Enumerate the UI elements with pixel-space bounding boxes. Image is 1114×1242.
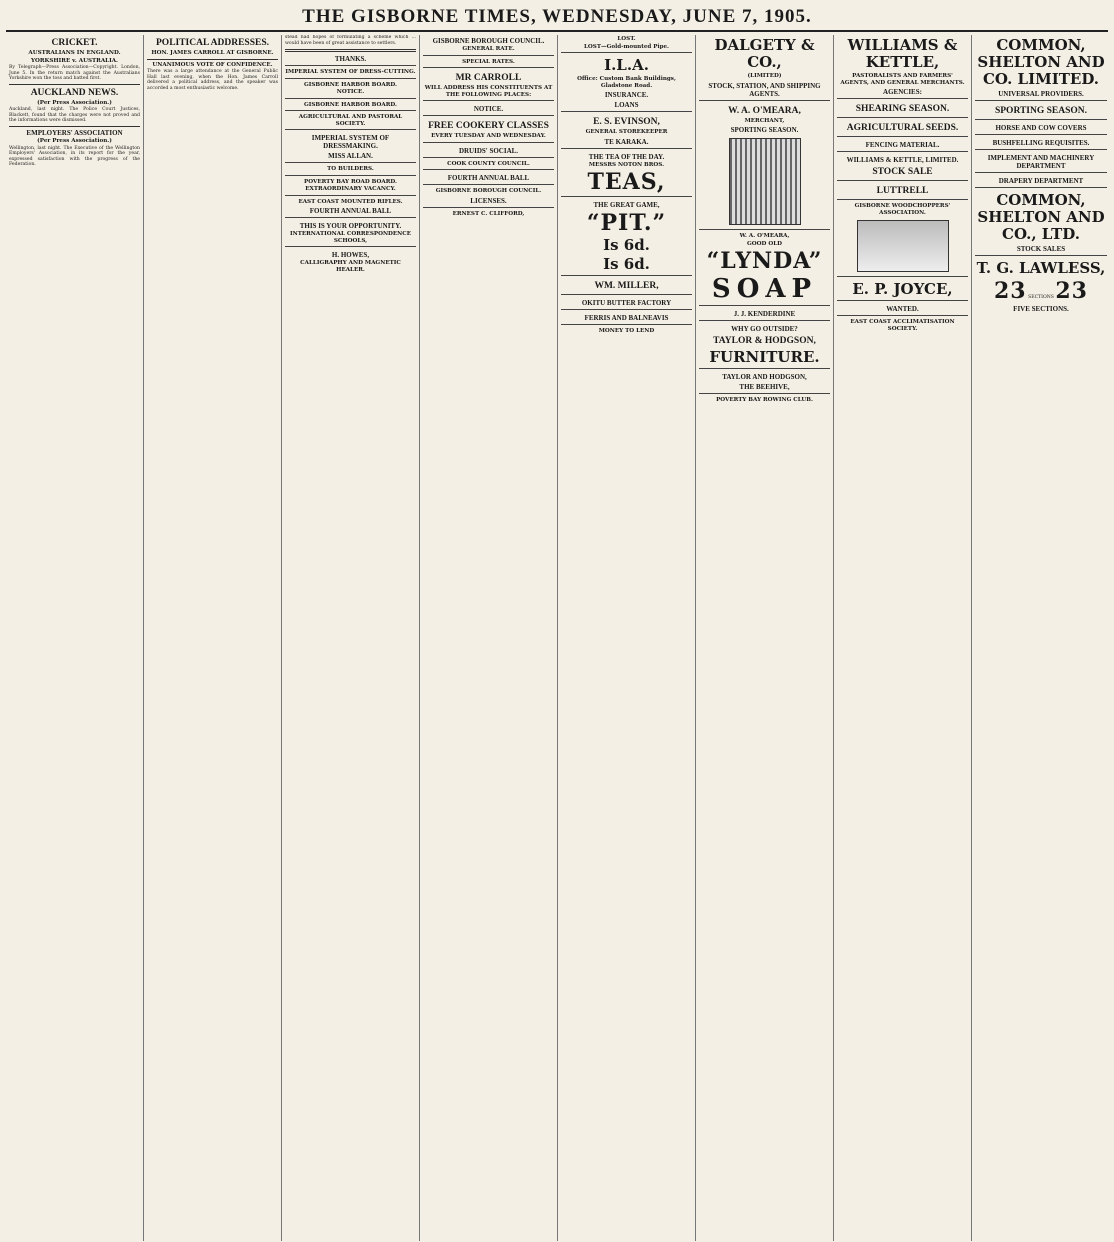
ad-block [423, 67, 554, 98]
house-illustration [857, 220, 949, 272]
ad-heading: T. G. LAWLESS, [976, 259, 1106, 277]
ad-heading: GISBORNE WOODCHOPPERS' ASSOCIATION. [854, 203, 951, 216]
ad-subheading: WILL ADDRESS HIS CONSTITUENTS AT THE FOLLOWING PLACES: [424, 85, 553, 98]
ad-subheading: GOOD OLD [747, 240, 782, 247]
ad-subheading: SPORTING SEASON. [730, 126, 799, 134]
ad-heading: LUTTRELL [876, 186, 929, 196]
ad-heading: ERNEST C. CLIFFORD, [452, 210, 525, 217]
ad-heading: LOST—Gold-mounted Pipe. [583, 43, 669, 50]
ad-display-text: FURNITURE. [709, 348, 820, 366]
ad-block [423, 207, 554, 218]
ad-block [837, 300, 968, 313]
section-subheading: YORKSHIRE v. AUSTRALIA. [30, 57, 118, 64]
ad-heading: EAST COAST ACCLIMATISATION SOCIETY. [850, 319, 955, 332]
column-2 [144, 35, 282, 1241]
ad-subheading: UNIVERSAL PROVIDERS. [998, 90, 1084, 98]
ad-heading: THIS IS YOUR OPPORTUNITY. [299, 222, 402, 231]
ad-block [837, 136, 968, 149]
ad-subheading: THE BEEHIVE, [739, 383, 790, 391]
ad-heading: TO BUILDERS. [327, 166, 374, 173]
ad-heading: MR CARROLL [455, 73, 522, 83]
ad-heading: W. A. O'MEARA, [728, 105, 801, 116]
ad-block [837, 180, 968, 197]
ad-block [975, 134, 1107, 147]
ad-heading: OKITU BUTTER FACTORY [581, 299, 672, 307]
article-text: Wellington, last night. The Executive of the Wellington Employers' Association, in its report for the year, expressed satisfaction with the progress of the Federation. [9, 145, 140, 168]
columns [6, 35, 1108, 1241]
column-3 [282, 35, 420, 1241]
divider [9, 126, 140, 127]
ad-heading: IMPLEMENT AND MACHINERY DEPARTMENT [987, 154, 1095, 170]
ad-subheading: CALLIGRAPHY AND MAGNETIC HEALER. [300, 260, 401, 273]
ad-block [285, 129, 416, 160]
ad-block [699, 320, 830, 366]
ad-subheading: GENERAL RATE. [462, 46, 515, 52]
column-8 [972, 35, 1110, 1241]
ad-block [975, 149, 1107, 170]
ad-heading: GISBORNE HARBOR BOARD. [304, 101, 397, 108]
ad-block [837, 117, 968, 134]
section-heading: AUCKLAND NEWS. [30, 87, 119, 98]
ad-heading: WILLIAMS & KETTLE, [847, 36, 958, 71]
ad-block [561, 148, 692, 195]
ad-block [837, 98, 968, 115]
ad-subheading: EXTRAORDINARY VACANCY. [305, 186, 396, 193]
ad-subheading: INTERNATIONAL CORRESPONDENCE SCHOOLS, [290, 231, 411, 244]
ad-display-text: SOAP [711, 274, 818, 304]
ad-subheading: PASTORALISTS AND FARMERS' AGENTS, AND GENERAL MERCHANTS. [840, 73, 965, 86]
ad-block [423, 115, 554, 140]
ad-heading: I.L.A. [604, 56, 649, 74]
masthead [6, 4, 1108, 32]
ad-heading: E. P. JOYCE, [852, 280, 953, 298]
divider [285, 49, 416, 52]
ad-heading: DRUIDS' SOCIAL. [458, 146, 519, 155]
ad-heading: GISBORNE HARBOR BOARD. [304, 81, 397, 88]
ad-heading: IMPERIAL SYSTEM OF DRESS-CUTTING. [285, 69, 416, 76]
ad-heading: NOTICE. [473, 105, 504, 113]
ad-subheading: EVERY TUESDAY AND WEDNESDAY. [431, 133, 546, 139]
ad-heading: THE TEA OF THE DAY. [588, 152, 665, 161]
ad-block [975, 172, 1107, 185]
ad-block [285, 162, 416, 173]
article-text: There was a large attendance at the General Public Hall last evening, when the Hon. James Carroll delivered a political address, and the speaker was accorded a most enthusiastic welcome. [147, 69, 278, 91]
ad-heading: FOURTH ANNUAL BALL [447, 174, 530, 182]
ad-heading: WANTED. [886, 305, 919, 313]
ad-subheading: TE KARAKA. [604, 137, 649, 146]
ad-block [561, 309, 692, 322]
ad-heading: TAYLOR AND HODGSON, [722, 373, 807, 381]
ad-block [561, 324, 692, 335]
ad-heading: POVERTY BAY ROWING CLUB. [716, 397, 813, 403]
column-5 [558, 35, 696, 1241]
section-subheading: (Per Press Association.) [37, 99, 112, 106]
masthead-title: THE GISBORNE TIMES, WEDNESDAY, JUNE 7, 1905. [302, 6, 812, 27]
ad-heading: COMMON, SHELTON AND CO. LIMITED. [977, 36, 1105, 88]
section-heading: POLITICAL ADDRESSES. [156, 38, 269, 48]
ad-heading: SPORTING SEASON. [994, 106, 1088, 116]
ad-heading: FERRIS AND BALNEAVIS [584, 314, 669, 322]
ad-block [699, 393, 830, 404]
ad-heading: BUSHFELLING REQUISITES. [992, 139, 1090, 147]
ad-heading: MONEY TO LEND [598, 328, 655, 334]
column-7 [834, 35, 972, 1241]
ad-block [975, 255, 1107, 313]
ad-block [423, 169, 554, 182]
ad-subheading: NOTICE. [336, 89, 365, 96]
ad-heading: THANKS. [334, 55, 367, 64]
ad-heading: AGRICULTURAL AND PASTORAL SOCIETY. [298, 114, 403, 127]
ad-heading: E. S. EVINSON, [593, 117, 660, 127]
section-subheading: AUSTRALIANS IN ENGLAND. [28, 50, 121, 56]
ad-block [285, 65, 416, 76]
ad-heading: FREE COOKERY CLASSES [428, 121, 549, 131]
ad-block [285, 217, 416, 244]
ad-block [837, 151, 968, 178]
ad-subheading: (LIMITED) [747, 73, 782, 79]
ad-subheading: STOCK, STATION, AND SHIPPING AGENTS. [708, 81, 821, 98]
ad-display-text: TEAS, [587, 169, 666, 195]
ad-heading: W. A. O'MEARA, [739, 233, 790, 239]
article-text: stead had hopes of formulating a scheme which ... would have been of great assistance to settlers. [285, 35, 416, 46]
ad-heading: GISBORNE BOROUGH COUNCIL. [432, 37, 545, 45]
ad-block [423, 157, 554, 168]
ad-block [561, 294, 692, 307]
ad-block [975, 187, 1107, 253]
ad-heading: IMPERIAL SYSTEM OF DRESSMAKING. [311, 134, 390, 151]
ad-subheading: MISS ALLAN. [328, 152, 373, 161]
ad-heading: WM. MILLER, [594, 281, 659, 291]
ad-block [285, 175, 416, 193]
ad-block [285, 110, 416, 127]
ad-display-text: “LYNDA” [706, 248, 823, 274]
column-4 [420, 35, 558, 1241]
section-subheading: UNANIMOUS VOTE OF CONFIDENCE. [152, 61, 273, 68]
ad-heading: POVERTY BAY ROAD BOARD. [304, 178, 397, 185]
ad-heading: DRAPERY DEPARTMENT [998, 177, 1084, 185]
sections-row [975, 279, 1107, 303]
ad-heading: SPECIAL RATES. [462, 58, 515, 65]
ad-subheading: MERCHANT, [744, 117, 785, 124]
ad-heading: AGRICULTURAL SEEDS. [846, 123, 959, 133]
ad-heading: LOST. [617, 36, 636, 42]
divider [9, 84, 140, 85]
column-1 [6, 35, 144, 1241]
ad-heading: THE GREAT GAME, [593, 201, 660, 209]
ad-block [699, 229, 830, 303]
ad-heading: EAST COAST MOUNTED RIFLES. [298, 198, 403, 205]
ad-heading: WHY GO OUTSIDE? [731, 325, 798, 333]
ad-heading: FENCING MATERIAL. [865, 141, 940, 149]
section-subheading: (Per Press Association.) [37, 138, 112, 145]
article-text: By Telegraph—Press Association—Copyright. London, June 5. In the return match against the Australians Yorkshire won the toss and batted first. [9, 65, 140, 82]
ad-block [423, 142, 554, 155]
section-heading: CRICKET. [51, 38, 98, 48]
ad-block [975, 100, 1107, 117]
ad-block [423, 184, 554, 205]
ad-block [285, 78, 416, 96]
ad-heading: HORSE AND COW COVERS [995, 124, 1087, 132]
section-heading: EMPLOYERS' ASSOCIATION [26, 129, 123, 138]
sections-label: SECTIONS [1028, 295, 1054, 300]
ad-subheading: FIVE SECTIONS. [1013, 305, 1069, 313]
ad-subheading: Office: Custom Bank Buildings, Gladstone Road. [577, 76, 676, 89]
column-6 [696, 35, 834, 1241]
ad-block [699, 368, 830, 391]
ad-block [285, 246, 416, 273]
ad-price: Is 6d. [603, 236, 650, 254]
ad-heading: COOK COUNTY COUNCIL. [447, 160, 530, 167]
ad-block [561, 196, 692, 273]
ad-block [975, 119, 1107, 132]
ad-subheading: GENERAL STOREKEEPER [585, 129, 668, 135]
ad-block [423, 55, 554, 66]
ad-block [561, 111, 692, 146]
ad-block [699, 305, 830, 318]
sections-count: 23 [1055, 278, 1088, 304]
ad-block [561, 52, 692, 109]
ad-subheading: STOCK SALE [872, 167, 933, 177]
ad-subheading: LICENSES. [470, 196, 507, 205]
ad-heading: GISBORNE BOROUGH COUNCIL. [435, 188, 542, 194]
ad-heading: COMMON, SHELTON AND CO., LTD. [977, 191, 1105, 243]
ad-block [285, 195, 416, 216]
sections-count: 23 [993, 278, 1027, 304]
ad-block [837, 199, 968, 272]
ad-block [423, 100, 554, 113]
ad-block [561, 275, 692, 292]
section-subheading: HON. JAMES CARROLL AT GISBORNE. [151, 50, 274, 56]
ad-block [837, 276, 968, 298]
ad-heading: J. J. KENDERDINE [733, 310, 796, 318]
ad-block [699, 100, 830, 135]
ad-heading: DALGETY & CO., [714, 36, 815, 71]
ad-block [285, 98, 416, 109]
ad-block [837, 315, 968, 332]
ad-subheading: LOANS [614, 101, 639, 109]
ad-price: Is 6d. [603, 255, 650, 273]
ad-subheading: STOCK SALES [1016, 245, 1066, 253]
article-text: Auckland, last night. The Police Court Justices, Blackett, found that the charges were not proved and the informations were dismissed. [9, 107, 140, 124]
ad-heading: H. HOWES, [331, 251, 370, 260]
ad-subheading: TAYLOR & HODGSON, [713, 336, 816, 346]
ad-subheading: MESSRS NOTON BROS. [588, 161, 665, 168]
ad-heading: SHEARING SEASON. [855, 104, 950, 114]
divider [147, 59, 278, 60]
stove-illustration [729, 138, 801, 225]
ad-subheading: INSURANCE. [604, 91, 649, 99]
ad-display-text: “PIT.” [586, 210, 667, 236]
ad-subheading: AGENCIES: [883, 88, 922, 96]
ad-heading: WILLIAMS & KETTLE, LIMITED. [846, 156, 959, 164]
ad-subheading: FOURTH ANNUAL BALL [309, 207, 392, 216]
